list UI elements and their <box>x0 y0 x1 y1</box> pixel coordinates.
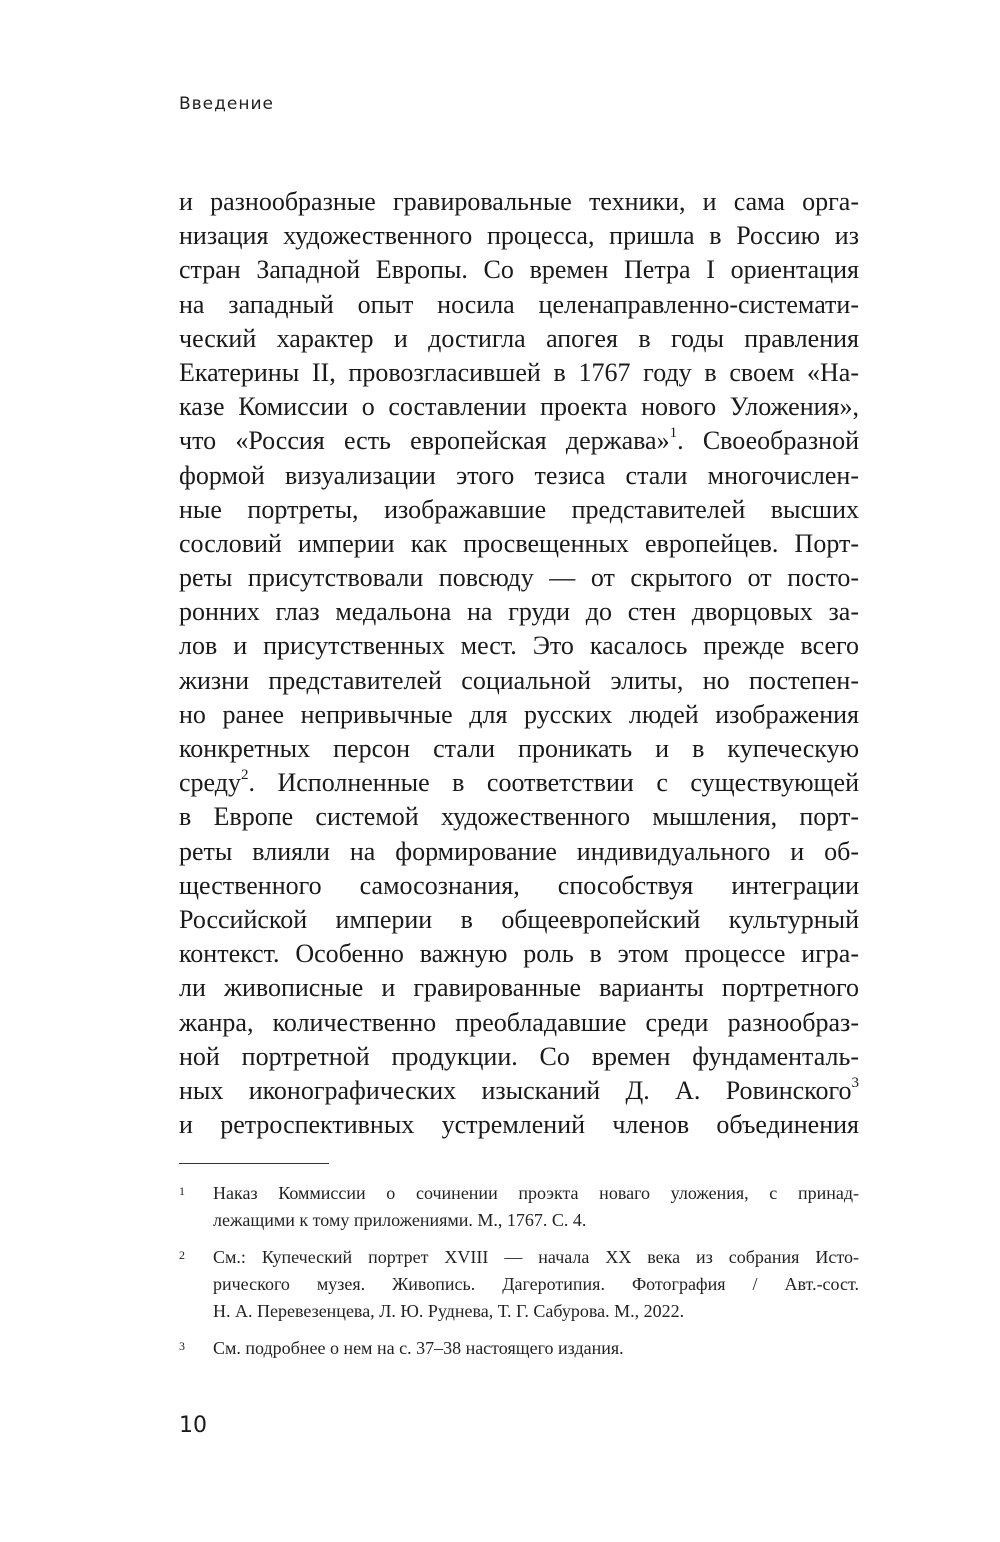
text-line: жанра, количественно преобладавшие среди разнообраз- <box>179 1007 859 1037</box>
text-line: в Европе системой художественного мышления, порт- <box>179 802 859 832</box>
text-line-with-ref <box>179 424 859 458</box>
text-line: Российской империи в общеевропейский культурный <box>179 904 859 934</box>
footnote-line: Н. А. Перевезенцева, Л. Ю. Руднева, Т. Г. Сабурова. М., 2022. <box>213 1301 685 1321</box>
text-line: реты влияли на формирование индивидуального и об- <box>179 836 859 866</box>
text-line: лов и присутственных мест. Это касалось прежде всего <box>179 631 859 661</box>
footnote-number: 1 <box>179 1184 185 1198</box>
text-line: стран Западной Европы. Со времен Петра I ориентация <box>179 255 859 285</box>
footnote-line: См.: Купеческий портрет XVIII — начала XX века из собрания Исто- <box>213 1247 859 1267</box>
footnote-line: Наказ Коммиссии о сочинении проэкта новаго уложения, с принад- <box>213 1183 859 1203</box>
text-line-with-ref <box>179 766 859 800</box>
text-line-with-ref <box>179 1074 859 1108</box>
footnote-1 <box>179 1180 859 1234</box>
footnotes <box>179 1180 859 1372</box>
footnote-ref-3[interactable]: 3 <box>851 1074 859 1091</box>
footnote-number: 3 <box>179 1339 185 1353</box>
footnote-number: 2 <box>179 1248 185 1262</box>
text-line: ронних глаз медальона на груди до стен дворцовых за- <box>179 597 859 627</box>
footnote-line: рического музея. Живопись. Дагеротипия. Фотография / Авт.-сост. <box>213 1274 859 1294</box>
text-line: ческий характер и достигла апогея в годы правления <box>179 323 859 353</box>
footnote-3 <box>179 1335 859 1362</box>
text-line: реты присутствовали повсюду — от скрытого от посто- <box>179 563 859 593</box>
main-text <box>179 185 859 1142</box>
text-line: конкретных персон стали проникать и в купеческую <box>179 734 859 763</box>
footnote-ref-2[interactable]: 2 <box>240 767 249 784</box>
footnote-line: См. подробнее о нем на с. 37–38 настоящего издания. <box>213 1338 624 1358</box>
page-number: 10 <box>179 1413 207 1438</box>
footnote-line: лежащими к тому приложениями. М., 1767. С. 4. <box>213 1210 587 1230</box>
footnote-divider <box>179 1163 329 1164</box>
text-line: на западный опыт носила целенаправленно-системати- <box>179 289 859 319</box>
text-line: Екатерины II, провозгласившей в 1767 году в своем «На- <box>179 357 859 387</box>
text-line-start: среду <box>179 768 241 798</box>
text-line: формой визуализации этого тезиса стали многочислен- <box>179 460 859 490</box>
text-line: и ретроспективных устремлений членов объединения <box>179 1110 859 1140</box>
footnote-ref-1[interactable]: 1 <box>669 425 678 442</box>
text-line-end: . Исполненные в соответствии с существующей <box>248 768 859 798</box>
text-line-start: что «Россия есть европейская держава» <box>179 426 670 456</box>
text-line: ные портреты, изображавшие представителей высших <box>179 494 859 524</box>
text-line: сословий империи как просвещенных европейцев. Порт- <box>179 528 859 558</box>
text-line-start: ных иконографических изысканий Д. А. Ровинского <box>179 1075 852 1105</box>
text-line: низация художественного процесса, пришла в Россию из <box>179 221 859 251</box>
footnote-2 <box>179 1244 859 1325</box>
text-line: жизни представителей социальной элиты, но постепен- <box>179 665 859 695</box>
text-line: и разнообразные гравировальные техники, и сама орга- <box>179 187 859 216</box>
text-line: щественного самосознания, способствуя интеграции <box>179 870 859 900</box>
text-line: ной портретной продукции. Со времен фундаменталь- <box>179 1041 859 1071</box>
text-line: казе Комиссии о составлении проекта нового Уложения», <box>179 392 859 422</box>
text-line: ли живописные и гравированные варианты портретного <box>179 973 859 1003</box>
text-line: контекст. Особенно важную роль в этом процессе игра- <box>179 939 859 969</box>
text-line-end: . Своеобразной <box>677 426 859 456</box>
text-line: но ранее непривычные для русских людей изображения <box>179 699 859 729</box>
running-header: Введение <box>179 94 274 114</box>
